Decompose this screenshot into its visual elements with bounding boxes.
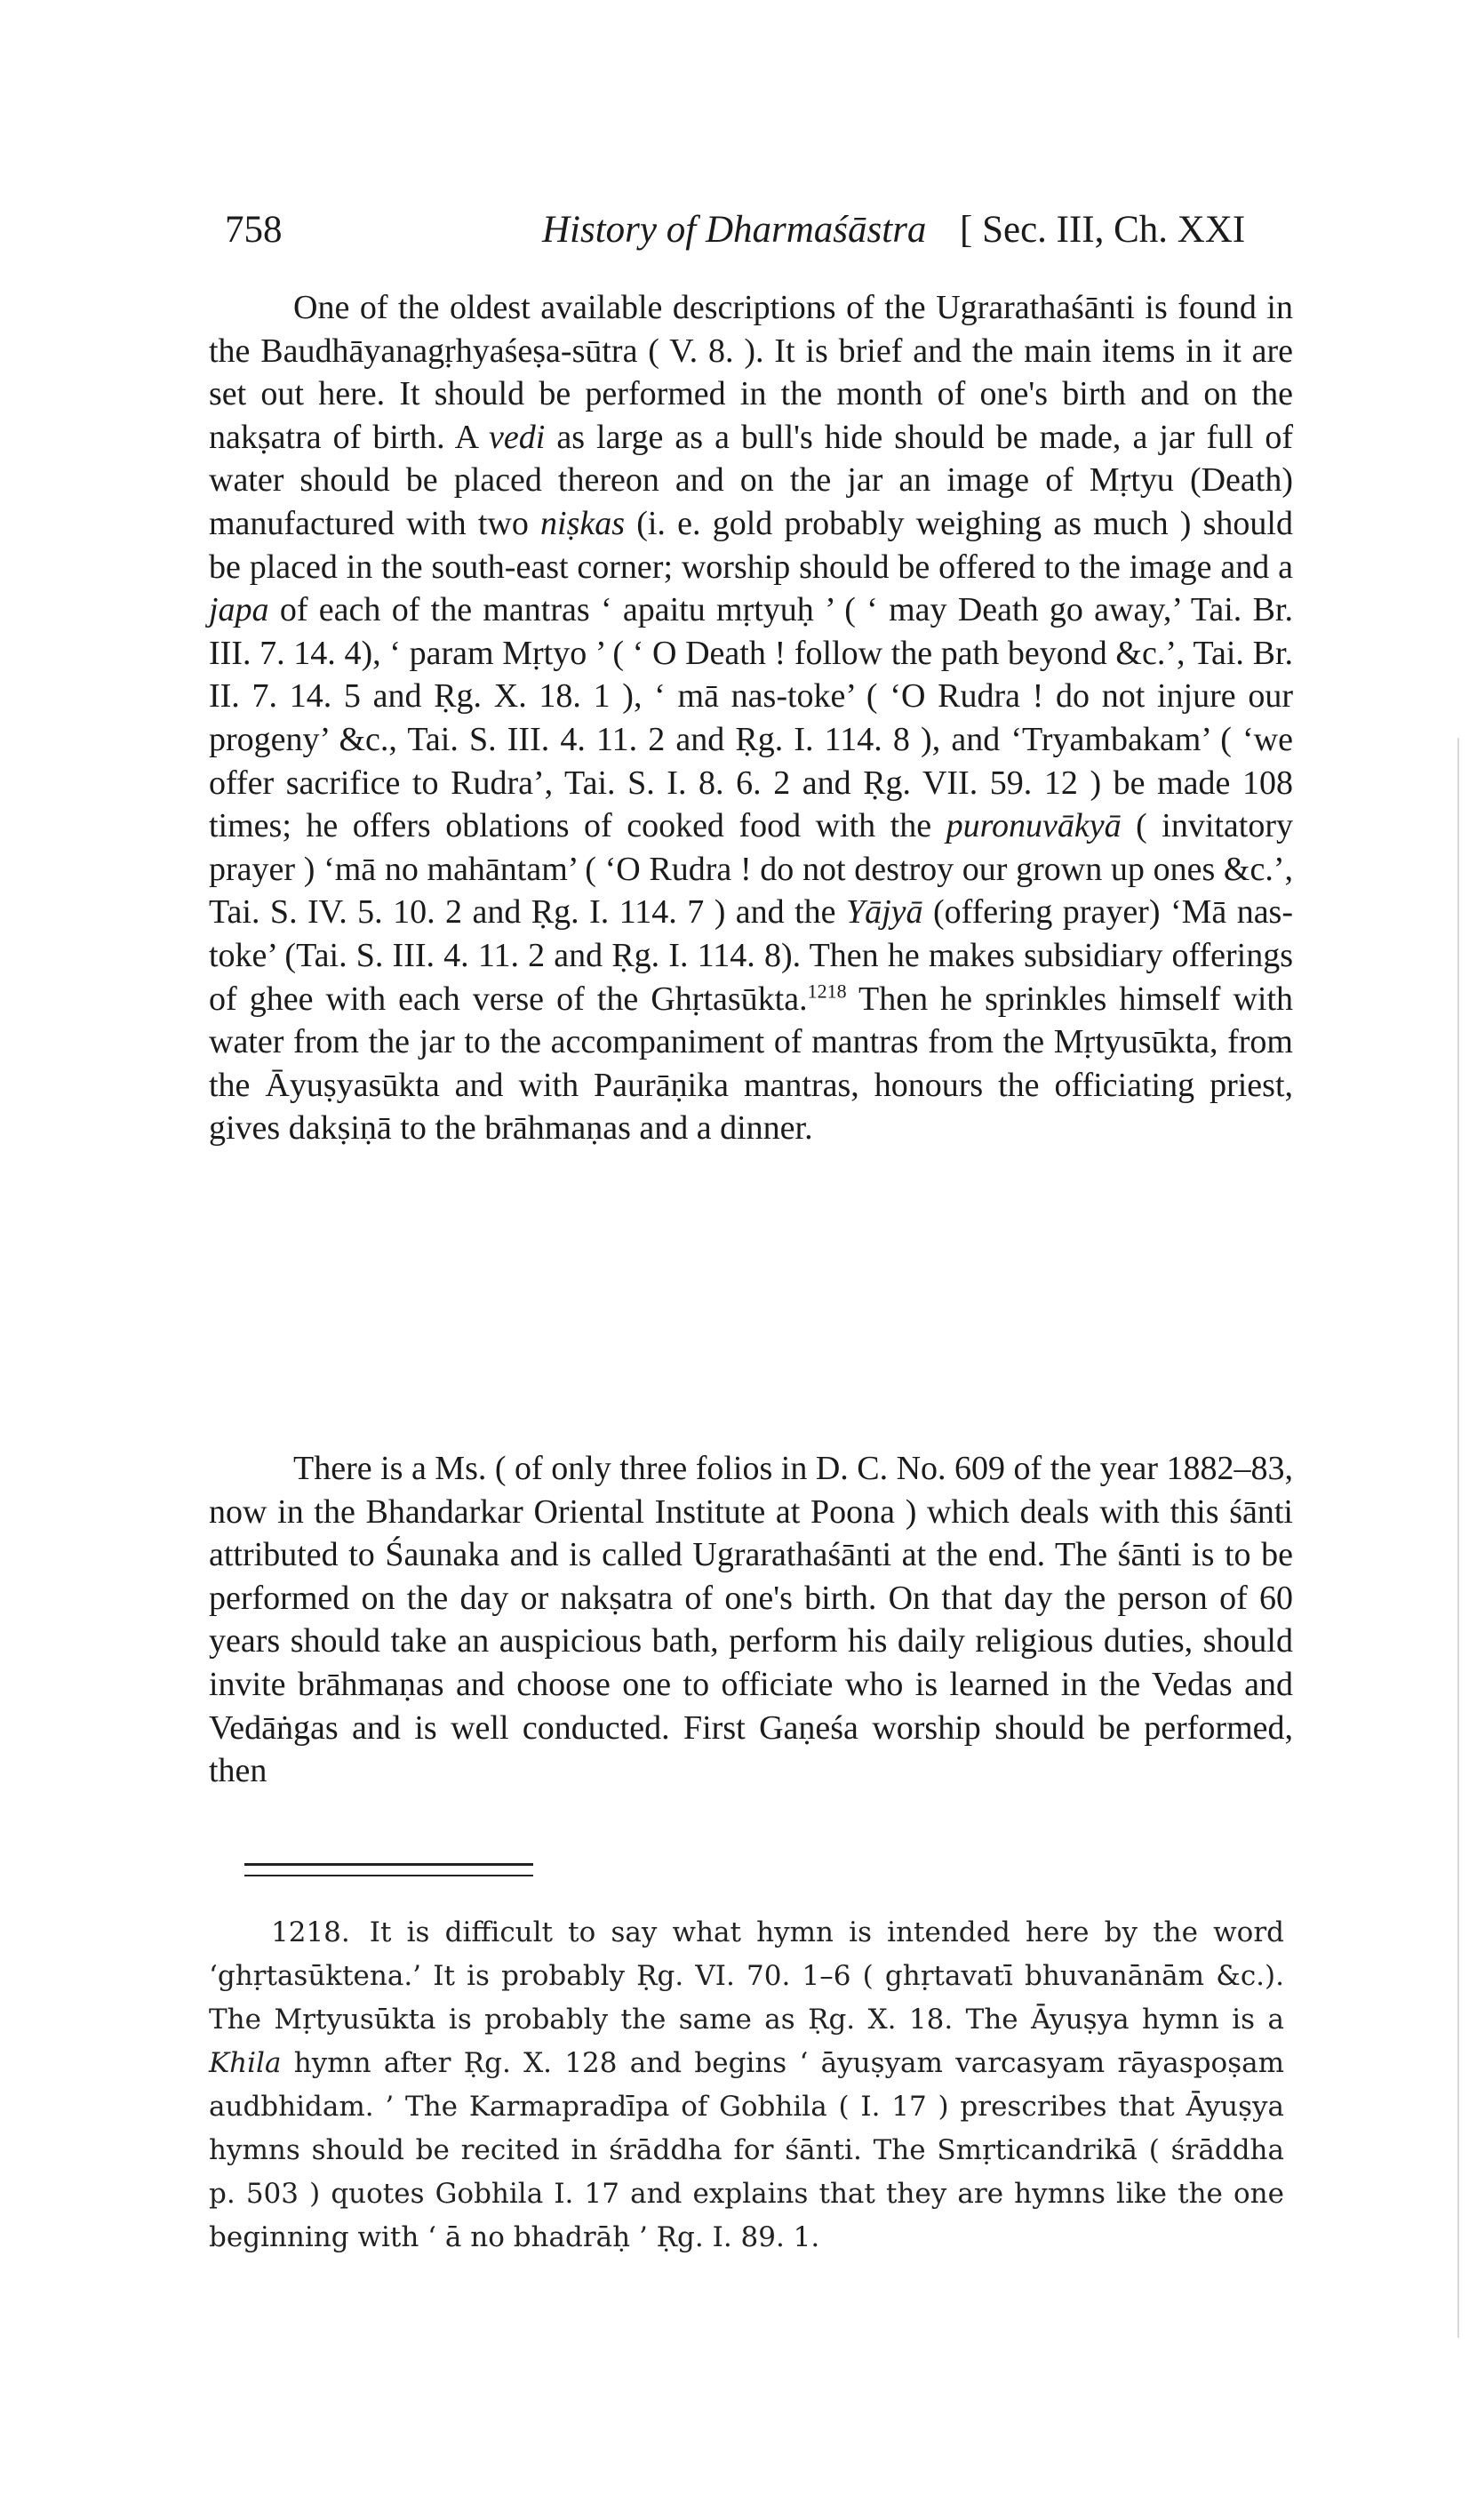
- paragraph-manuscript-note: [209, 1447, 1293, 1793]
- italic-term-niskas: niṣkas: [540, 504, 626, 542]
- italic-term-japa: japa: [209, 591, 269, 629]
- italic-term-yajya: Yājyā: [845, 893, 923, 932]
- footnote-1218: [209, 1911, 1284, 2260]
- footnote-number: 1218.: [271, 1916, 350, 1948]
- footnote-separator-rule: [244, 1875, 533, 1876]
- italic-term-khila: Khila: [209, 2047, 282, 2079]
- paragraph-text: There is a Ms. ( of only three folios in D. C. No. 609 of the year 1882–83, now in the Bhandarkar Oriental Institute at Poona ) which deals with this śānti attributed to Śaunaka and is called Ugrarathaśānti at the end. The śānti is to be performed on the day or nakṣatra of one's birth. On that day the person of 60 years should take an auspicious bath, perform his daily religious duties, should invite brāhmaṇas and choose one to officiate who is learned in the Vedas and Vedāṅgas and is well conducted. First Gaṇeśa worship should be performed, then: [209, 1450, 1294, 1790]
- italic-term-puronuvakya: puronuvākyā: [946, 807, 1122, 845]
- paragraph-ugraratha-description: [209, 286, 1293, 1150]
- footnote-reference: 1218: [807, 979, 847, 1002]
- scan-margin-line: [1457, 738, 1459, 2338]
- page-number: 758: [225, 209, 283, 251]
- paragraph-text: One of the oldest available descriptions of the Ugrarathaśānti is found in the Baudhāyanagṛhyaśeṣa-sūtra ( V. 8. ). It is brief and the main items in it are set out here. It should be performed in the month of one's birth and on the nakṣatra of birth. A vedi as large as a bull's hide should be made, a jar full of water should be placed thereon and on the jar an image of Mṛtyu (Death) manufactured with two niṣkas (i. e. gold probably weighing as much ) should be placed in the south-east corner; worship should be offered to the image and a japa of each of the mantras ‘ apaitu mṛtyuḥ ’ ( ‘ may Death go away,’ Tai. Br. III. 7. 14. 4), ‘ param Mṛtyo ’ ( ‘ O Death ! follow the path beyond &c.’, Tai. Br. II. 7. 14. 5 and Ṛg. X. 18. 1 ), ‘ mā nas-toke’ ( ‘O Rudra ! do not injure our progeny’ &c., Tai. S. III. 4. 11. 2 and Ṛg. I. 114. 8 ), and ‘Tryambakam’ ( ‘we offer sacrifice to Rudra’, Tai. S. I. 8. 6. 2 and Ṛg. VII. 59. 12 ) be made 108 times; he offers oblations of cooked food with the puronuvākyā ( invitatory prayer ) ‘mā no mahāntam’ ( ‘O Rudra ! do not destroy our grown up ones &c.’, Tai. S. IV. 5. 10. 2 and Ṛg. I. 114. 7 ) and the Yājyā (offering prayer) ‘Mā nas-toke’ (Tai. S. III. 4. 11. 2 and Ṛg. I. 114. 8). Then he makes subsidiary offerings of ghee with each verse of the Ghṛtasūkta.$^{1218}$ Then he sprinkles himself with water from the jar to the accompaniment of mantras from the Mṛtyusūkta, from the Āyuṣyasūkta and with Paurāṇika mantras, honours the officiating priest, gives dakṣiṇā to the brāhmaṇas and a dinner.: [209, 289, 1294, 1148]
- footnote-text: 1218. It is difficult to say what hymn is intended here by the word ‘ghṛtasūktena.’ It is probably Ṛg. VI. 70. 1–6 ( ghṛtavatī bhuvanānām &c.). The Mṛtyusūkta is probably the same as Ṛg. X. 18. The Āyuṣya hymn is a Khila hymn after Ṛg. X. 128 and begins ‘ āyuṣyam varcasyam rāyaspoṣam audbhidam. ’ The Karmapradīpa of Gobhila ( I. 17 ) prescribes that Āyuṣya hymns should be recited in śrāddha for śānti. The Smṛticandrikā ( śrāddha p. 503 ) quotes Gobhila I. 17 and explains that they are hymns like the one beginning with ‘ ā no bhadrāḥ ’ Ṛg. I. 89. 1.: [209, 1916, 1284, 2253]
- italic-term-vedi: vedi: [489, 418, 546, 456]
- footnote-separator-rule: [244, 1863, 533, 1866]
- running-header: [209, 203, 1306, 265]
- section-reference: [ Sec. III, Ch. XXI: [960, 209, 1246, 251]
- running-title: History of Dharmaśāstra: [542, 209, 927, 251]
